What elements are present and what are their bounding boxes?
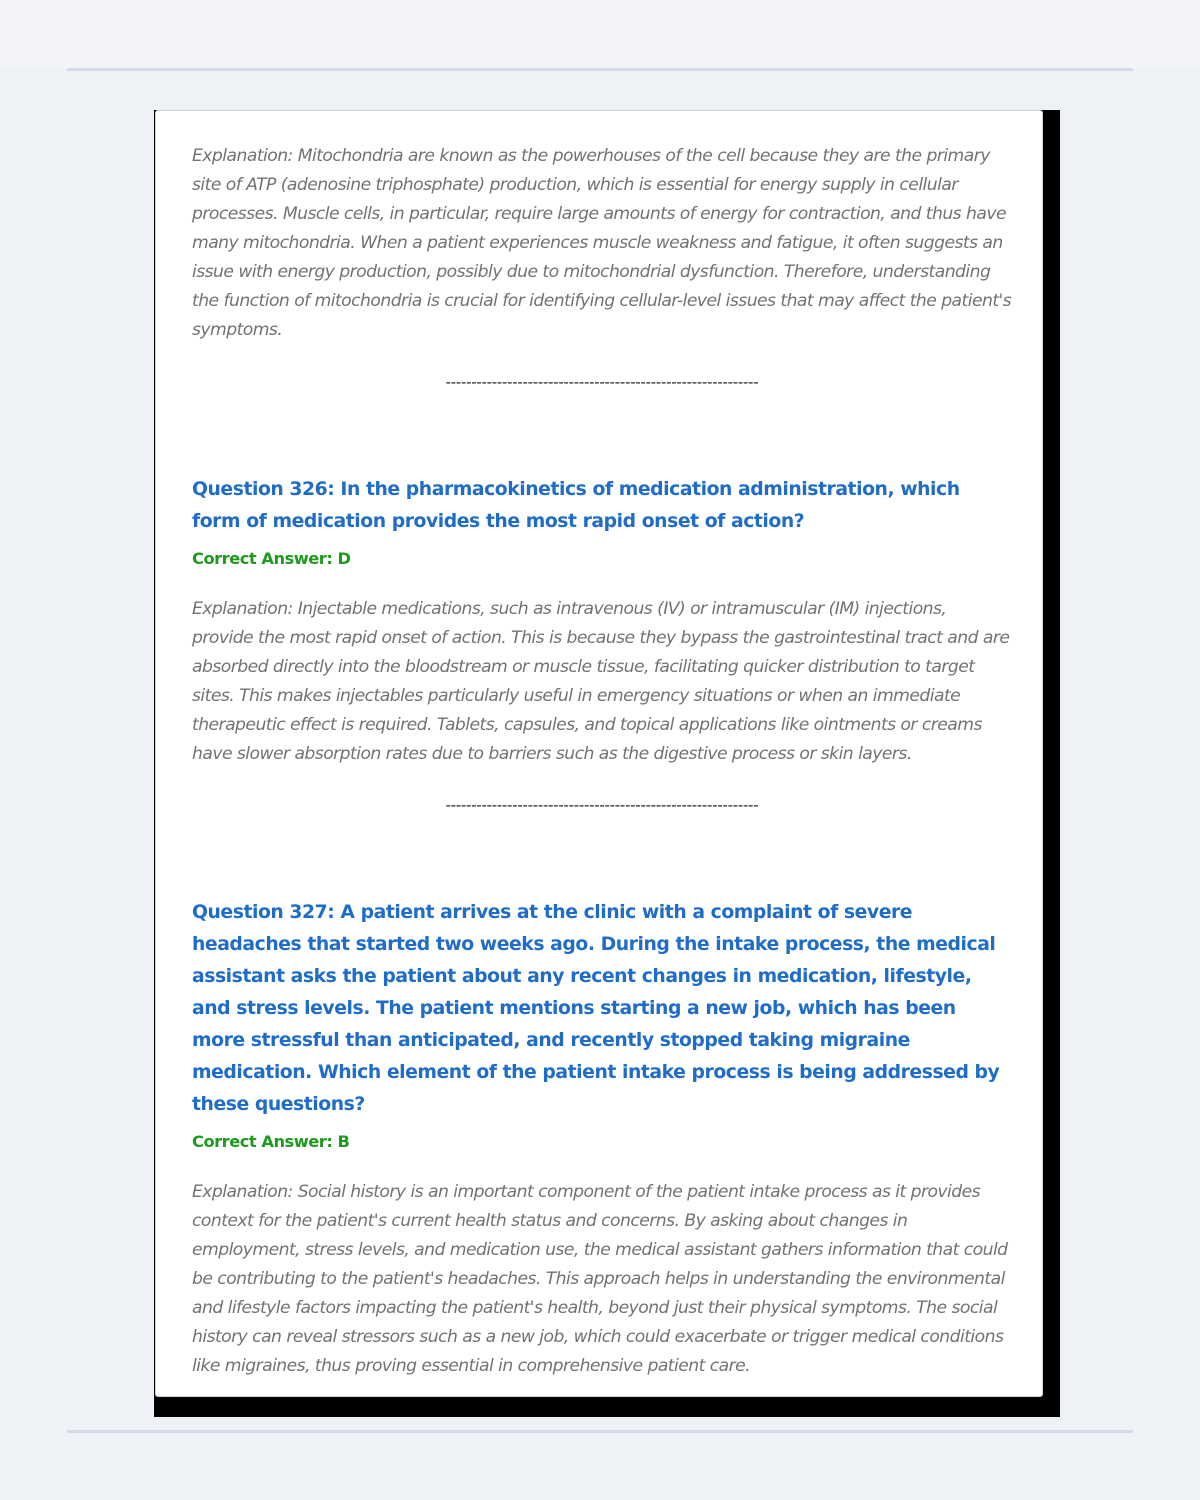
explanation-325: Explanation: Mitochondria are known as the powerhouses of the cell because they are the primary site of ATP (adenosine triphosphate) production, which is essential for energy supply in cellular processes. Muscle cells, in particular, require large amounts of energy for contraction, and thus have many mitochondria. When a patient experiences muscle weakness and fatigue, it often suggests an issue with energy production, possibly due to mitochondrial dysfunction. Therefore, understanding the function of mitochondria is crucial for identifying cellular-level issues that may affect the patient's symptoms. bbox=[192, 146, 1012, 340]
correct-answer-326: Correct Answer: D bbox=[192, 549, 351, 568]
explanation-326: Explanation: Injectable medications, such as intravenous (IV) or intramuscular (IM) injections, provide the most rapid onset of action. This is because they bypass the gastrointestinal tract and are absorbed directly into the bloodstream or muscle tissue, facilitating quicker distribution to target sites. This makes injectables particularly useful in emergency situations or when an immediate therapeutic effect is required. Tablets, capsules, and topical applications like ointments or creams have slower absorption rates due to barriers such as the digestive process or skin layers. bbox=[192, 599, 1010, 764]
question-326: Question 326: In the pharmacokinetics of medication administration, which form of medication provides the most rapid onset of action? bbox=[192, 479, 960, 532]
top-toolbar-band bbox=[0, 0, 1200, 68]
page-content bbox=[192, 142, 1012, 1381]
document-page bbox=[155, 110, 1043, 1397]
correct-answer-327: Correct Answer: B bbox=[192, 1132, 350, 1151]
question-327: Question 327: A patient arrives at the clinic with a complaint of severe headaches that started two weeks ago. During the intake process, the medical assistant asks the patient about any recent changes in medication, lifestyle, and stress levels. The patient mentions starting a new job, which has been more stressful than anticipated, and recently stopped taking migraine medication. Which element of the patient intake process is being addressed by these questions? bbox=[192, 902, 1000, 1115]
separator-1: ------------------------------------------------------------- bbox=[445, 374, 759, 391]
bottom-divider bbox=[67, 1430, 1133, 1433]
explanation-327: Explanation: Social history is an important component of the patient intake process as it provides context for the patient's current health status and concerns. By asking about changes in employment, stress levels, and medication use, the medical assistant gathers information that could be contributing to the patient's headaches. This approach helps in understanding the environmental and lifestyle factors impacting the patient's health, beyond just their physical symptoms. The social history can reveal stressors such as a new job, which could exacerbate or trigger medical conditions like migraines, thus proving essential in comprehensive patient care. bbox=[192, 1182, 1008, 1376]
separator-2: ------------------------------------------------------------- bbox=[445, 797, 759, 814]
top-divider bbox=[67, 68, 1133, 71]
